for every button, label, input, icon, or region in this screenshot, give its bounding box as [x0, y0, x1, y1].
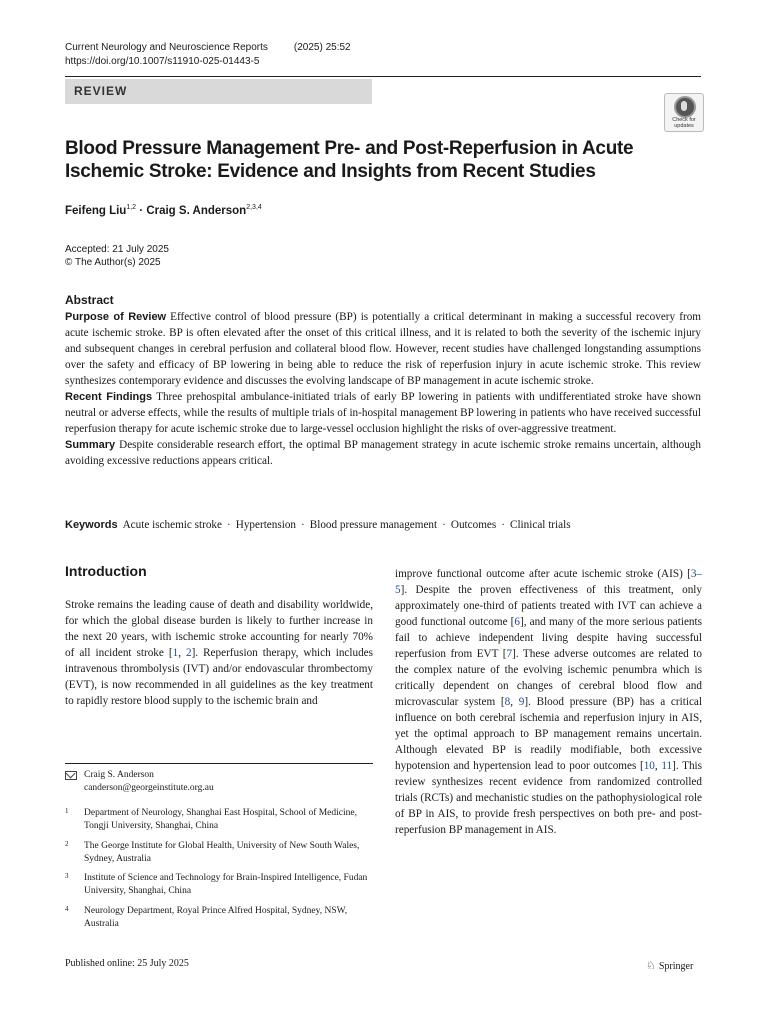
citation-link[interactable]: 3–5 — [395, 568, 702, 596]
author-list — [65, 204, 262, 217]
intro-text: ]. Despite the proven effectiveness of this treatment, only approximately one-third of patients treated with IVT can achieve a good functional outcome [ — [395, 584, 702, 628]
affiliation-number: 3 — [65, 872, 69, 880]
citation-link[interactable]: 10 — [643, 760, 655, 772]
check-for-updates-badge[interactable] — [664, 93, 704, 132]
intro-text: , — [654, 760, 662, 772]
header-rule — [65, 76, 701, 77]
keyword: Blood pressure management — [309, 519, 438, 531]
affiliation-number: 4 — [65, 905, 69, 913]
affiliation-text: Neurology Department, Royal Prince Alfred Hospital, Sydney, NSW, Australia — [84, 906, 348, 929]
keyword-separator: · — [501, 519, 505, 531]
keyword: Acute ischemic stroke — [122, 519, 222, 531]
summary-text: Despite considerable research effort, the optimal BP management strategy in acute ischemic stroke remains uncertain, although avoiding excessive reductions appears critical. — [65, 439, 701, 467]
publisher-logo — [646, 959, 693, 972]
doi-link[interactable]: https://doi.org/10.1007/s11910-025-01443-5 — [65, 56, 260, 67]
purpose-label: Purpose of Review — [65, 311, 167, 323]
intro-text: Stroke remains the leading cause of death and disability worldwide, for which the global disease burden is likely to further increase in the next 20 years, with ischemic stroke accounting for nearly 70% of all incident stroke [ — [65, 599, 373, 659]
intro-text: ], and many of the more serious patients fail to achieve independent living despite having successful reperfusion from EVT [ — [395, 616, 702, 660]
abstract-heading: Abstract — [65, 293, 114, 307]
journal-name: Current Neurology and Neuroscience Reports — [65, 42, 268, 53]
keyword: Clinical trials — [509, 519, 571, 531]
affiliation-number: 2 — [65, 840, 69, 848]
corresponding-author — [65, 769, 373, 795]
affiliation — [65, 872, 373, 898]
article-dates — [65, 243, 169, 269]
intro-text: ]. Reperfusion therapy, which includes intravenous thrombolysis (IVT) and/or endovascular thrombectomy (EVT), is now recommended in all guidelines as the key treatment to rapidly restore blood supply to the ischemic brain and — [65, 647, 373, 707]
affiliation-number: 1 — [65, 807, 69, 815]
citation-link[interactable]: 8 — [504, 696, 511, 708]
journal-volume: (2025) 25:52 — [293, 42, 351, 53]
keyword-separator: · — [301, 519, 305, 531]
intro-text: ]. This review synthesizes recent evidence from randomized controlled trials (RCTs) and mechanistic studies on the pathophysiological role of BP in AIS, to provide fresh perspectives on both pre- and post-reperfusion BP management in AIS. — [395, 760, 703, 836]
intro-paragraph — [395, 566, 702, 838]
citation-link[interactable]: 7 — [506, 648, 513, 660]
section-band — [65, 79, 372, 104]
author-affiliation-mark: 2,3,4 — [246, 204, 262, 211]
affiliation-text: The George Institute for Global Health, University of New South Wales, Sydney, Australia — [84, 841, 360, 864]
summary-label: Summary — [65, 439, 116, 451]
keyword-separator: · — [442, 519, 446, 531]
findings-text: Three prehospital ambulance-initiated trials of early BP lowering in patients with undifferentiated stroke have shown neutral or adverse effects, while the results of multiple trials of in-hospital management BP lowering in patients who have received successful reperfusion therapy for acute ischemic stroke due to large-vessel occlusion highlight the risks of over-aggressive treatment. — [65, 391, 701, 435]
copyright-line: © The Author(s) 2025 — [65, 257, 161, 268]
corresponding-name: Craig S. Anderson — [84, 770, 154, 780]
keyword: Outcomes — [450, 519, 497, 531]
published-date: Published online: 25 July 2025 — [65, 958, 189, 969]
journal-header — [65, 42, 351, 53]
keyword: Hypertension — [235, 519, 297, 531]
affiliation — [65, 905, 373, 931]
intro-text: improve functional outcome after acute ischemic stroke (AIS) [ — [395, 568, 691, 580]
springer-horse-icon: ♘ — [646, 960, 656, 972]
accepted-date: Accepted: 21 July 2025 — [65, 244, 169, 255]
footnote-rule — [65, 763, 373, 764]
citation-link[interactable]: 1 — [172, 647, 179, 659]
findings-label: Recent Findings — [65, 391, 153, 403]
intro-text: ]. Blood pressure (BP) has a critical influence on both cerebral ischemia and reperfusion injury in AIS, yet the optimal approach to BP management remains uncertain. Although elevated BP is readily modifiable, both excessive hypotension and hypertension lead to poor outcomes [ — [395, 696, 702, 772]
author-separator: · — [136, 204, 147, 217]
introduction-heading: Introduction — [65, 563, 147, 579]
publisher-name: Springer — [658, 961, 694, 972]
intro-text: , — [510, 696, 519, 708]
affiliation-text: Institute of Science and Technology for Brain-Inspired Intelligence, Fudan University, Shanghai, China — [84, 873, 368, 896]
section-label: REVIEW — [74, 84, 128, 98]
affiliation-text: Department of Neurology, Shanghai East Hospital, School of Medicine, Tongji University, Shanghai, China — [84, 808, 357, 831]
author-affiliation-mark: 1,2 — [126, 204, 137, 211]
intro-paragraph — [65, 597, 373, 709]
intro-text: , — [178, 647, 186, 659]
affiliation — [65, 840, 373, 866]
corresponding-email[interactable]: canderson@georgeinstitute.org.au — [84, 783, 214, 793]
keyword-separator: · — [227, 519, 231, 531]
purpose-text: Effective control of blood pressure (BP) is potentially a critical determinant in making a successful recovery from acute ischemic stroke. BP is often elevated after the onset of this critical illness, and it is related to both the severity of the ischemic injury and subsequent changes in cerebral perfusion and collateral blood flow. However, recent studies have challenged longstanding assumptions over the safety and efficacy of BP lowering in being able to reduce the risk of reperfusion injury in acute ischemic stroke. This review synthesizes contemporary evidence and discusses the evolving landscape of BP management in acute ischemic stroke. — [65, 311, 701, 387]
citation-link[interactable]: 2 — [185, 647, 192, 659]
check-updates-icon — [674, 96, 696, 118]
article-title: Blood Pressure Management Pre- and Post-Reperfusion in Acute Ischemic Stroke: Evidence and Insights from Recent Studies — [65, 138, 634, 182]
abstract-summary — [65, 437, 701, 469]
keywords-label: Keywords — [65, 519, 118, 531]
envelope-icon — [65, 771, 77, 780]
citation-link[interactable]: 9 — [518, 696, 525, 708]
citation-link[interactable]: 6 — [514, 616, 520, 628]
author-name[interactable]: Feifeng Liu — [65, 204, 127, 217]
abstract-findings — [65, 389, 701, 437]
citation-link[interactable]: 11 — [661, 760, 673, 772]
intro-text: ]. These adverse outcomes are related to the complex nature of the evolving ischemic penumbra which is critically dependent on changes of cerebral blood flow and microvascular system [ — [395, 648, 702, 708]
affiliation — [65, 807, 373, 833]
intro-column-left — [65, 597, 373, 709]
author-name[interactable]: Craig S. Anderson — [146, 204, 247, 217]
check-updates-label: Check for updates — [672, 117, 696, 129]
abstract-purpose — [65, 309, 701, 389]
intro-column-right — [395, 566, 702, 838]
abstract-section — [65, 292, 701, 469]
keywords-line — [65, 519, 701, 531]
